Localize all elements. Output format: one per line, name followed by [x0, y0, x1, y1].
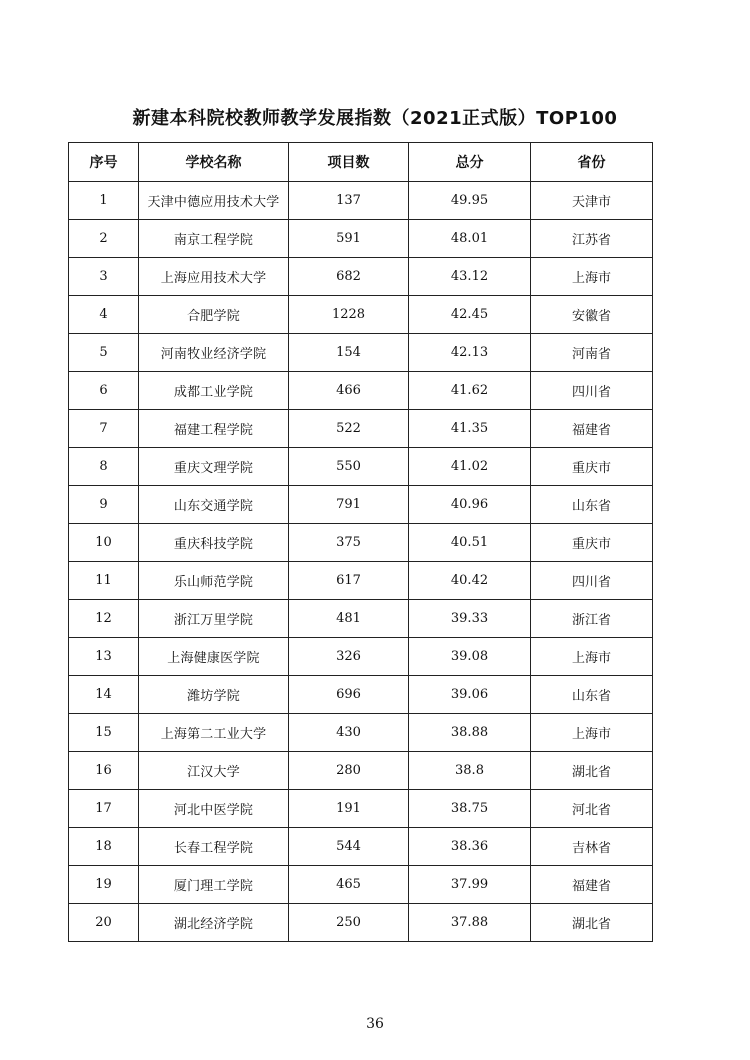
project-count-cell: 544: [289, 828, 409, 866]
province-cell: 上海市: [531, 714, 653, 752]
rank-cell: 18: [69, 828, 139, 866]
school-name-cell: 河北中医学院: [139, 790, 289, 828]
school-name-cell: 福建工程学院: [139, 410, 289, 448]
table-row: [69, 486, 653, 524]
province-cell: 安徽省: [531, 296, 653, 334]
total-score-cell: 38.88: [409, 714, 531, 752]
project-count-cell: 550: [289, 448, 409, 486]
school-name-cell: 湖北经济学院: [139, 904, 289, 942]
rank-cell: 14: [69, 676, 139, 714]
table-row: [69, 562, 653, 600]
table-row: [69, 410, 653, 448]
total-score-cell: 40.96: [409, 486, 531, 524]
table-row: [69, 790, 653, 828]
total-score-cell: 38.8: [409, 752, 531, 790]
rank-cell: 4: [69, 296, 139, 334]
province-cell: 福建省: [531, 866, 653, 904]
project-count-cell: 1228: [289, 296, 409, 334]
project-count-cell: 682: [289, 258, 409, 296]
project-count-cell: 280: [289, 752, 409, 790]
table-row: [69, 372, 653, 410]
table-row: [69, 866, 653, 904]
rank-cell: 13: [69, 638, 139, 676]
rank-cell: 8: [69, 448, 139, 486]
project-count-cell: 466: [289, 372, 409, 410]
total-score-cell: 39.08: [409, 638, 531, 676]
province-cell: 浙江省: [531, 600, 653, 638]
header-province: 省份: [531, 143, 653, 182]
school-name-cell: 江汉大学: [139, 752, 289, 790]
table-row: [69, 334, 653, 372]
school-name-cell: 浙江万里学院: [139, 600, 289, 638]
province-cell: 福建省: [531, 410, 653, 448]
total-score-cell: 40.51: [409, 524, 531, 562]
project-count-cell: 326: [289, 638, 409, 676]
project-count-cell: 250: [289, 904, 409, 942]
rank-cell: 2: [69, 220, 139, 258]
ranking-table: [68, 142, 653, 942]
province-cell: 重庆市: [531, 524, 653, 562]
total-score-cell: 42.45: [409, 296, 531, 334]
project-count-cell: 591: [289, 220, 409, 258]
table-row: [69, 220, 653, 258]
total-score-cell: 39.06: [409, 676, 531, 714]
school-name-cell: 上海健康医学院: [139, 638, 289, 676]
table-row: [69, 448, 653, 486]
rank-cell: 3: [69, 258, 139, 296]
school-name-cell: 合肥学院: [139, 296, 289, 334]
province-cell: 上海市: [531, 638, 653, 676]
school-name-cell: 乐山师范学院: [139, 562, 289, 600]
project-count-cell: 522: [289, 410, 409, 448]
school-name-cell: 重庆科技学院: [139, 524, 289, 562]
total-score-cell: 42.13: [409, 334, 531, 372]
table-row: [69, 904, 653, 942]
table-row: [69, 258, 653, 296]
rank-cell: 9: [69, 486, 139, 524]
header-school-name: 学校名称: [139, 143, 289, 182]
project-count-cell: 696: [289, 676, 409, 714]
table-row: [69, 296, 653, 334]
project-count-cell: 191: [289, 790, 409, 828]
school-name-cell: 山东交通学院: [139, 486, 289, 524]
table-row: [69, 714, 653, 752]
total-score-cell: 49.95: [409, 182, 531, 220]
rank-cell: 10: [69, 524, 139, 562]
province-cell: 重庆市: [531, 448, 653, 486]
page-title: 新建本科院校教师教学发展指数（2021正式版）TOP100: [132, 108, 618, 129]
rank-cell: 20: [69, 904, 139, 942]
total-score-cell: 43.12: [409, 258, 531, 296]
project-count-cell: 154: [289, 334, 409, 372]
table-row: [69, 676, 653, 714]
school-name-cell: 上海应用技术大学: [139, 258, 289, 296]
table-row: [69, 828, 653, 866]
rank-cell: 17: [69, 790, 139, 828]
school-name-cell: 潍坊学院: [139, 676, 289, 714]
province-cell: 四川省: [531, 372, 653, 410]
total-score-cell: 41.35: [409, 410, 531, 448]
total-score-cell: 38.75: [409, 790, 531, 828]
total-score-cell: 41.02: [409, 448, 531, 486]
project-count-cell: 465: [289, 866, 409, 904]
header-project-count: 项目数: [289, 143, 409, 182]
province-cell: 河南省: [531, 334, 653, 372]
table-header-row: [69, 143, 653, 182]
project-count-cell: 430: [289, 714, 409, 752]
province-cell: 四川省: [531, 562, 653, 600]
table-row: [69, 182, 653, 220]
total-score-cell: 38.36: [409, 828, 531, 866]
project-count-cell: 137: [289, 182, 409, 220]
school-name-cell: 重庆文理学院: [139, 448, 289, 486]
project-count-cell: 375: [289, 524, 409, 562]
table-row: [69, 752, 653, 790]
header-rank: 序号: [69, 143, 139, 182]
school-name-cell: 厦门理工学院: [139, 866, 289, 904]
rank-cell: 15: [69, 714, 139, 752]
rank-cell: 7: [69, 410, 139, 448]
total-score-cell: 37.99: [409, 866, 531, 904]
page-number: 36: [366, 1016, 384, 1032]
total-score-cell: 37.88: [409, 904, 531, 942]
rank-cell: 6: [69, 372, 139, 410]
school-name-cell: 上海第二工业大学: [139, 714, 289, 752]
rank-cell: 11: [69, 562, 139, 600]
table-row: [69, 524, 653, 562]
rank-cell: 12: [69, 600, 139, 638]
total-score-cell: 39.33: [409, 600, 531, 638]
province-cell: 湖北省: [531, 904, 653, 942]
rank-cell: 1: [69, 182, 139, 220]
table-row: [69, 638, 653, 676]
total-score-cell: 40.42: [409, 562, 531, 600]
rank-cell: 5: [69, 334, 139, 372]
table-row: [69, 600, 653, 638]
rank-cell: 16: [69, 752, 139, 790]
province-cell: 湖北省: [531, 752, 653, 790]
rank-cell: 19: [69, 866, 139, 904]
province-cell: 上海市: [531, 258, 653, 296]
header-total-score: 总分: [409, 143, 531, 182]
province-cell: 山东省: [531, 486, 653, 524]
province-cell: 吉林省: [531, 828, 653, 866]
school-name-cell: 成都工业学院: [139, 372, 289, 410]
school-name-cell: 天津中德应用技术大学: [139, 182, 289, 220]
total-score-cell: 41.62: [409, 372, 531, 410]
province-cell: 江苏省: [531, 220, 653, 258]
project-count-cell: 481: [289, 600, 409, 638]
province-cell: 山东省: [531, 676, 653, 714]
school-name-cell: 南京工程学院: [139, 220, 289, 258]
total-score-cell: 48.01: [409, 220, 531, 258]
school-name-cell: 长春工程学院: [139, 828, 289, 866]
province-cell: 天津市: [531, 182, 653, 220]
school-name-cell: 河南牧业经济学院: [139, 334, 289, 372]
province-cell: 河北省: [531, 790, 653, 828]
project-count-cell: 791: [289, 486, 409, 524]
project-count-cell: 617: [289, 562, 409, 600]
